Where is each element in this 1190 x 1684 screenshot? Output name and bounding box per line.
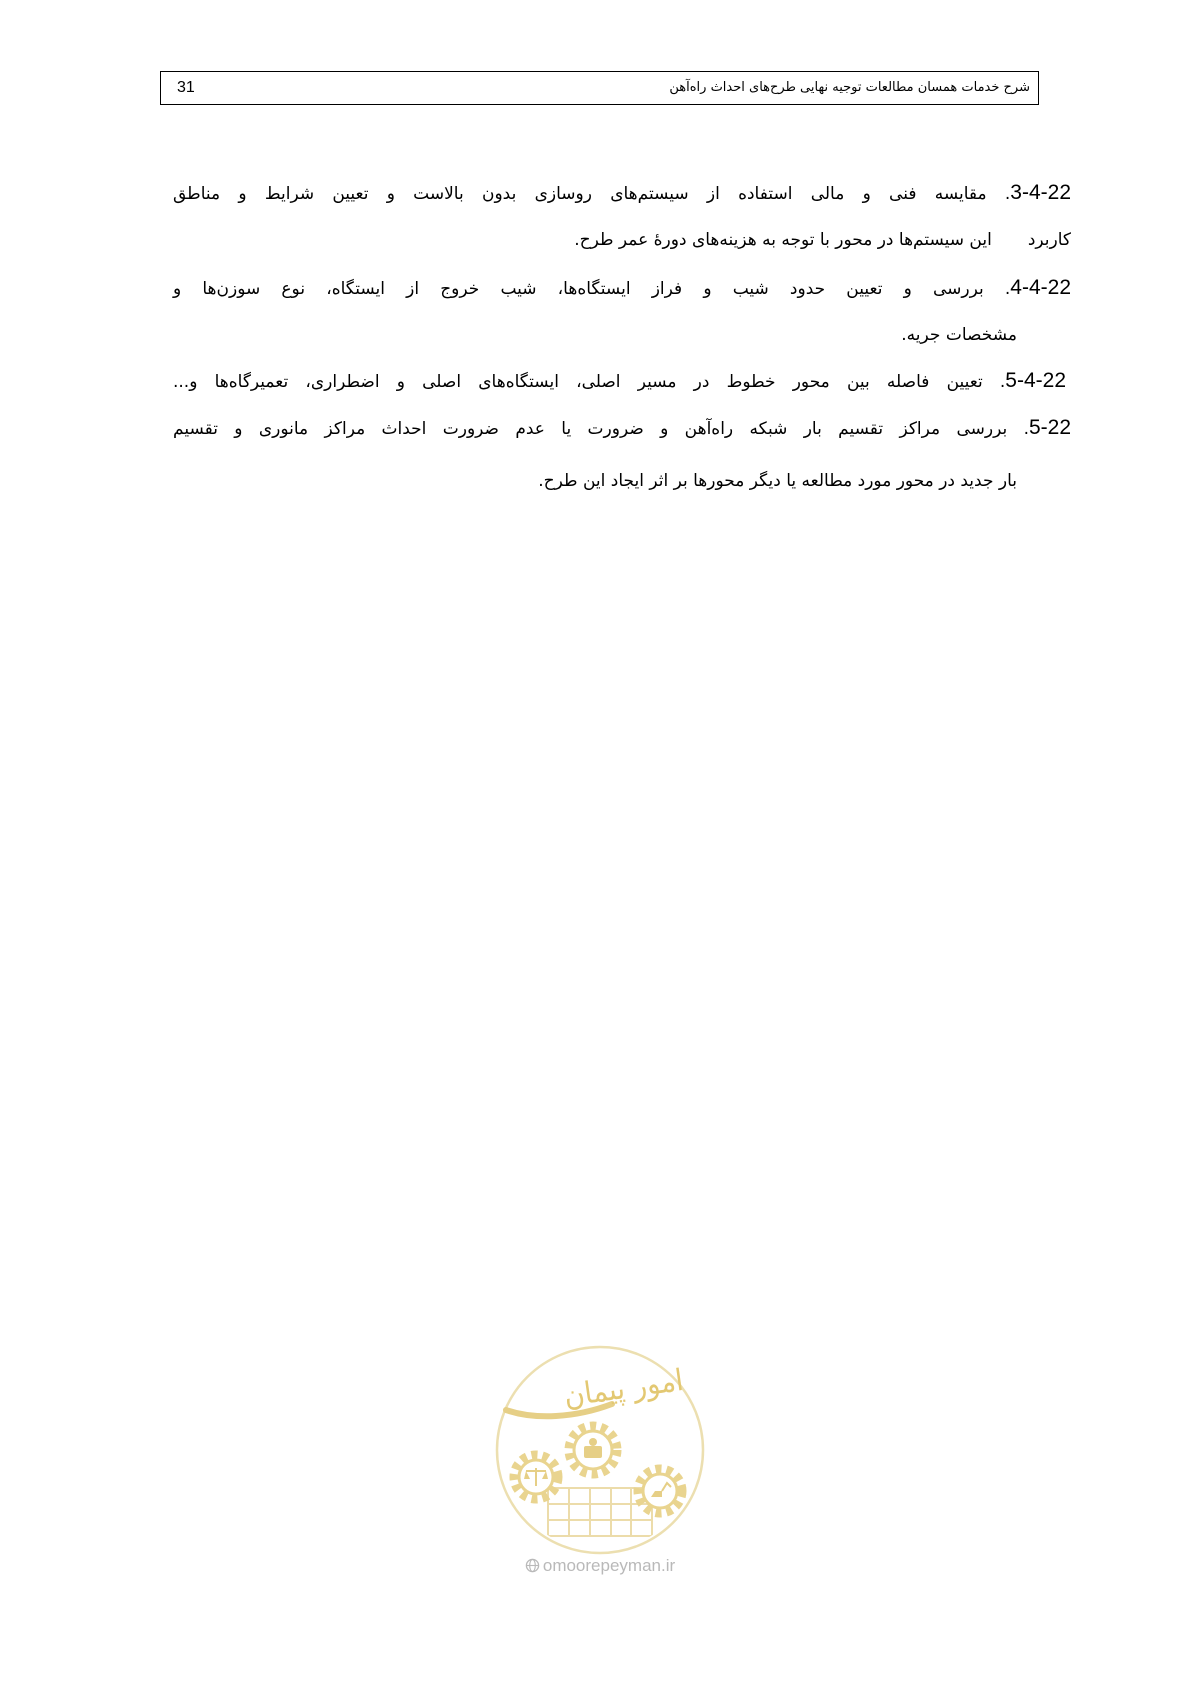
- header-title: شرح خدمات همسان مطالعات توجیه نهایی طرح‌های احداث راه‌آهن: [669, 80, 1030, 95]
- running-header: [160, 71, 1039, 105]
- gear-icon: [569, 1426, 617, 1474]
- item-continuation-text: این سیستم‌ها در محور با توجه به هزینه‌های دورهٔ عمر طرح.: [574, 230, 992, 250]
- item-continuation-line: [173, 224, 1071, 256]
- item-text: . بررسی و تعیین حدود شیب و فراز ایستگاه‌ها، شیب خروج از ایستگاه، نوع سوزن‌ها و: [173, 279, 1011, 299]
- item-line: [173, 412, 1071, 444]
- logo-calligraphy: امور پیمان: [561, 1361, 696, 1415]
- item-number: 4-4-22: [1010, 276, 1071, 299]
- item-continuation-text: مشخصات جریه.: [901, 325, 1017, 345]
- item-continuation-text: بار جدید در محور مورد مطالعه یا دیگر محورها بر اثر ایجاد این طرح.: [538, 471, 1017, 491]
- item-line: [173, 365, 1066, 397]
- gear-icon: [514, 1455, 558, 1499]
- item-line: [173, 177, 1071, 209]
- item-text: . مقایسه فنی و مالی استفاده از سیستم‌های روسازی بدون بالاست و تعیین شرایط و مناطق: [173, 184, 1011, 204]
- item-continuation-line: [173, 319, 1017, 351]
- item-continuation-line: [173, 465, 1017, 497]
- item-number: 3-4-22: [1010, 181, 1071, 204]
- item-number: 5-4-22: [1005, 369, 1066, 392]
- item-line: [173, 272, 1071, 304]
- website-text: omoorepeyman.ir: [542, 1556, 676, 1575]
- item-text: . بررسی مراکز تقسیم بار شبکه راه‌آهن و ضرورت یا عدم ضرورت احداث مراکز مانوری و تقسیم: [173, 419, 1029, 439]
- watermark-logo: [490, 1340, 710, 1560]
- item-continuation-lead: کاربرد: [1027, 230, 1071, 250]
- logo-grid: [548, 1488, 652, 1536]
- gear-icon: [638, 1469, 682, 1513]
- globe-icon: [525, 1558, 540, 1573]
- item-text: . تعیین فاصله بین محور خطوط در مسیر اصلی، ایستگاه‌های اصلی و اضطراری، تعمیرگاه‌ها و...: [173, 372, 1006, 392]
- item-number: 5-22: [1028, 416, 1071, 439]
- page-number: 31: [177, 79, 195, 96]
- watermark-website: [470, 1554, 730, 1578]
